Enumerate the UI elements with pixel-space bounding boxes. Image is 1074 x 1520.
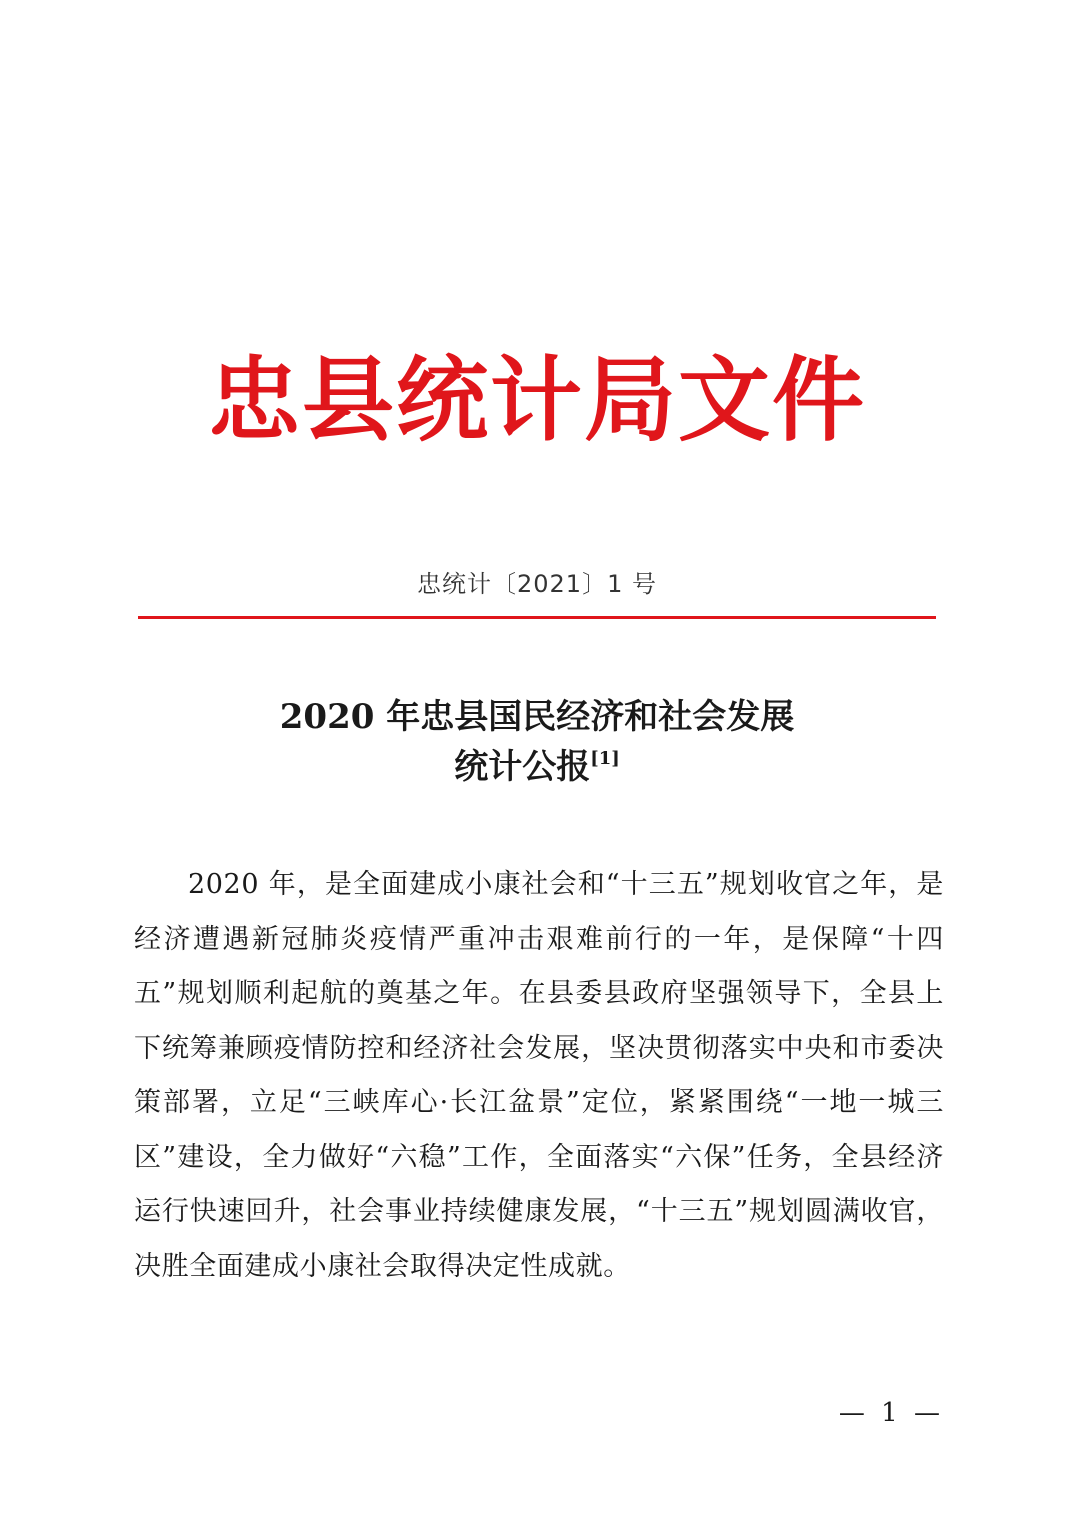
page-number: — 1 — [838, 1398, 944, 1428]
red-divider-line [138, 616, 936, 619]
title-line-2 [0, 742, 1074, 792]
footnote-reference[interactable]: [1] [590, 748, 620, 769]
title-line-1: 2020 年忠县国民经济和社会发展 [279, 697, 795, 737]
body-paragraph: 2020 年，是全面建成小康社会和“十三五”规划收官之年，是经济遭遇新冠肺炎疫情严重冲击艰难前行的一年，是保障“十四五”规划顺利起航的奠基之年。在县委县政府坚强领导下，全县上下统筹兼顾疫情防控和经济社会发展，坚决贯彻落实中央和市委决策部署，立足“三峡库心·长江盆景”定位，紧紧围绕“一地一城三区”建设，全力做好“六稳”工作，全面落实“六保”任务，全县经济运行快速回升，社会事业持续健康发展，“十三五”规划圆满收官，决胜全面建成小康社会取得决定性成就。 [134, 869, 944, 1282]
document-title [0, 692, 1074, 792]
title-line-2-text: 统计公报 [454, 747, 591, 787]
masthead-title: 忠县统计局文件 [207, 347, 866, 454]
document-number: 忠统计〔2021〕1 号 [417, 570, 657, 598]
